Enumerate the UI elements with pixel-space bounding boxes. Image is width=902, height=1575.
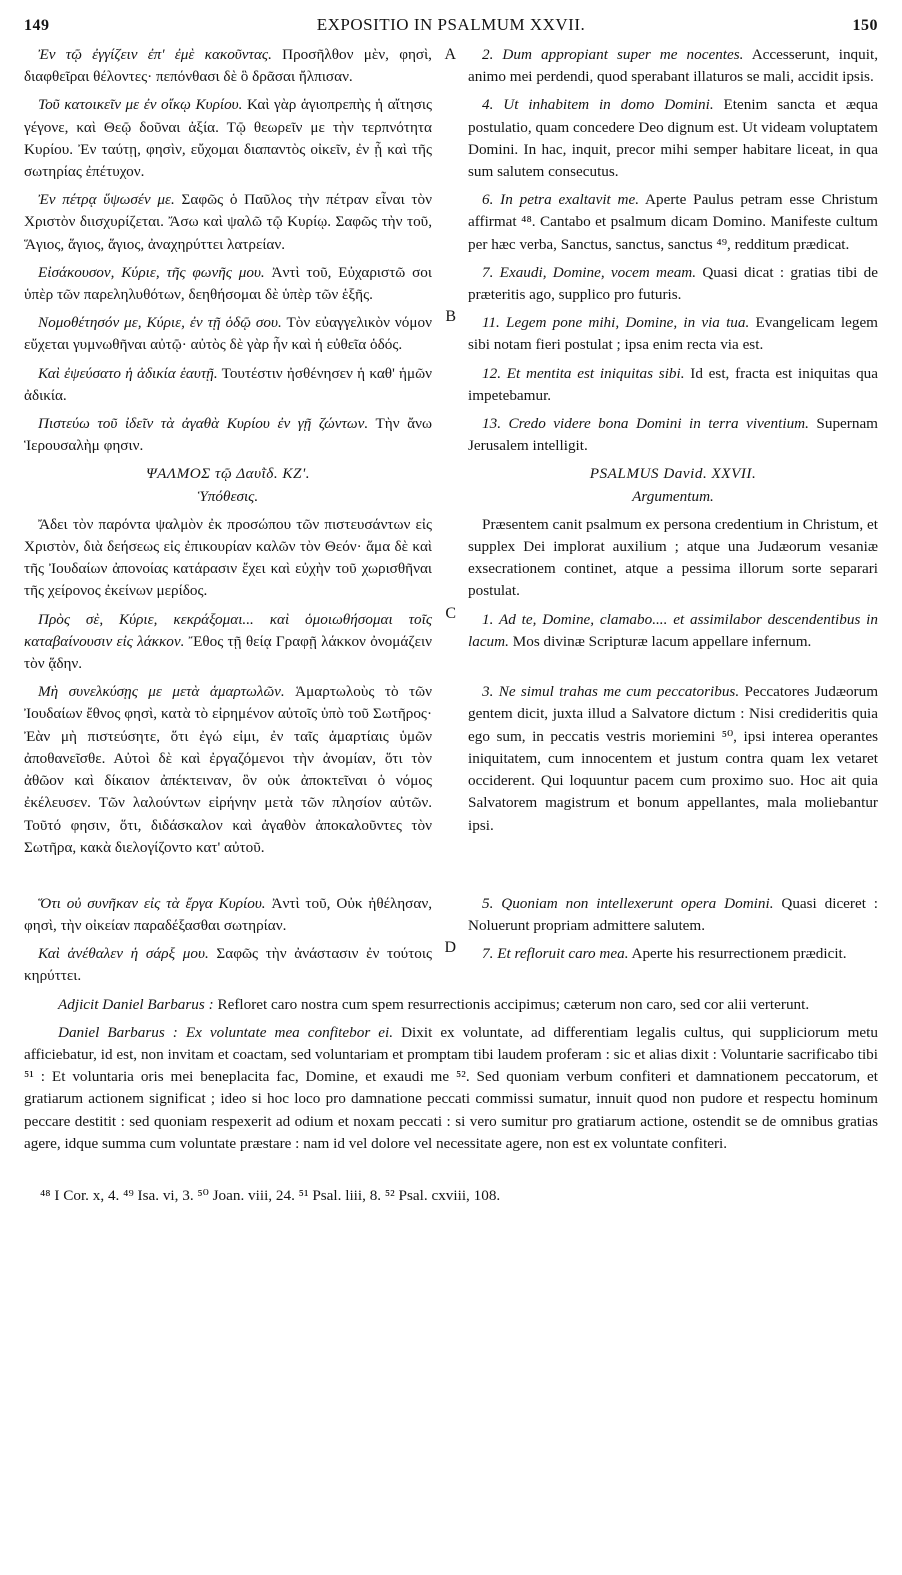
latin-paragraph [466,357,878,407]
latin-paragraph [466,508,878,603]
latin-lemma: 6. In petra exaltavit me. [482,191,640,209]
greek-paragraph [24,887,436,937]
latin-psalm-heading: PSALMUS David. XXVII. [589,465,757,483]
latin-argument-heading: Argumentum. [632,487,714,505]
greek-paragraph [24,407,436,457]
latin-paragraph [466,407,878,457]
greek-commentary-text: Ἁμαρτωλοὺς τὸ τῶν Ἰουδαίων ἔθνος φησὶ, κατὰ τὸ εἰρημένον αὐτοῖς ὑπὸ τοῦ Σωτῆρος· Ἐὰν μὴ πιστεύσητε, ὅτι ἐγώ εἰμι, ἐν ταῖς ἁμαρτίαις ὑμῶν ἀποθανεῖσθε. Αὐτοὶ δὲ καὶ ἐργαζόμενοι τὴν ἀνομίαν, ὅτι τὸν ἀθῶον καὶ δίκαιον ἀπέκτειναν, ὃν οὐκ ἀποκτεῖναι ὁ νόμος ἐκέλευσεν. Τῶν λαλούντων εἰρήνην μετὰ τῶν πλησίον αὐτῶν. Τοῦτό φησιν, ὅτι, διδάσκαλον καὶ ἀγαθὸν ἀποκαλοῦντες τὸν Σωτῆρα, κακὰ διελογίζοντο κατ' αὐτοῦ. [24,683,432,856]
latin-commentary-text: Aperte his resurrectionem prædicit. [628,945,847,963]
greek-commentary-text: Τουτέστιν ἠσθένησεν ἡ καθ' ἡμῶν ἀδικία. [24,364,432,404]
latin-commentary-text: Quasi diceret : Noluerunt propriam admittere salutem. [468,894,879,934]
right-page-number: 150 [852,17,878,34]
two-column-text [24,44,878,988]
latin-commentary-text: Id est, fracta est iniquitas qua impetebamur. [468,364,878,404]
greek-commentary-text: Σαφῶς τὴν ἀνάστασιν ἐν τούτοις κηρύττει. [24,945,433,985]
barbarus-note [24,994,878,1016]
latin-paragraph [466,457,878,507]
barbarus-note [24,1022,878,1155]
greek-commentary-text: Καὶ γὰρ ἁγιοπρεπὴς ἡ αἴτησις γέγονε, καὶ Θεῷ δοῦναι ἀξία. Τῷ θεωρεῖν με τὴν τερπνότητα Κυρίου. Ἐν ταύτῃ, φησὶν, εὔχομαι διαπαντὸς οἰκεῖν, ἐν ᾗ καὶ τῆς σωτηρίας ἐπέτυχον. [24,96,432,181]
latin-lemma: 7. Exaudi, Domine, vocem meam. [482,263,697,281]
greek-commentary-text: Σαφῶς ὁ Παῦλος τὴν πέτραν εἶναι τὸν Χριστὸν διισχυρίζεται. Ἄσω καὶ ψαλῶ τῷ Κυρίῳ. Σαφῶς τὴν τοῦ, Ἅγιος, ἅγιος, ἅγιος, ἀναχηρύττει λατρείαν. [24,191,432,253]
latin-paragraph [466,88,878,183]
greek-argument-heading: Ὑπόθεσις. [197,487,259,505]
greek-commentary-text: Ἄδει τὸν παρόντα ψαλμὸν ἐκ προσώπου τῶν πιστευσάντων εἰς Χριστὸν, διὰ δεήσεως εἰς ἐπικουρίαν καλῶν τὸν Θεόν· ἅμα δὲ καὶ τῆς Ἰουδαίων ἀπονοίας κατάρασιν ἔχει καὶ εὐχὴν τοῦ χωρισθῆναι τῆς χείρονος ἐκείνων μερίδος. [24,515,432,600]
greek-paragraph [24,603,456,676]
latin-commentary-text: Etenim sancta et æqua postulatio, quam concedere Deo dignum est. Ut videam voluptatem Domini. In hac, inquit, precor mihi semper habitare liceat, in qua sum salutem consecutus. [468,96,878,181]
greek-paragraph [24,508,436,603]
greek-lemma: Εἰσάκουσον, Κύριε, τῆς φωνῆς μου. [38,263,265,281]
latin-commentary-text: Supernam Jerusalem intelligit. [468,415,878,455]
latin-lemma: 3. Ne simul trahas me cum peccatoribus. [482,683,740,701]
note-text: Refloret caro nostra cum spem resurrectionis accipimus; cæterum non caro, sed cor alii verterunt. [213,995,810,1013]
latin-lemma: 7. Et refloruit caro mea. [482,945,629,963]
section-marker: D [444,939,456,957]
left-page-number: 149 [24,17,50,34]
greek-paragraph [24,306,456,356]
latin-paragraph [466,675,878,886]
latin-commentary-text: Accesserunt, inquit, animo mei perdendi, quod sperabant illaturos se mali, accidit ipsis. [468,46,878,86]
greek-lemma: Πιστεύω τοῦ ἰδεῖν τὰ ἀγαθὰ Κυρίου ἐν γῇ ζώντων. [38,415,369,433]
running-head [24,14,878,40]
greek-paragraph [24,937,456,987]
section-marker: C [445,604,456,622]
greek-lemma: Νομοθέτησόν με, Κύριε, ἐν τῇ ὁδῷ σου. [38,314,282,332]
greek-paragraph [24,256,436,306]
greek-lemma: Ἐν πέτρᾳ ὕψωσέν με. [38,191,175,209]
greek-lemma: Μὴ συνελκύσῃς με μετὰ ἁμαρτωλῶν. [38,683,285,701]
latin-lemma: 5. Quoniam non intellexerunt opera Domini. [482,894,774,912]
greek-lemma: Καὶ ἀνέθαλεν ἡ σάρξ μου. [38,945,209,963]
note-lead: Adjicit Daniel Barbarus : [58,995,214,1013]
latin-paragraph [466,887,878,937]
latin-lemma: 1. Ad te, Domine, clamabo.... et assimilabor descendentibus in lacum. [468,610,878,650]
greek-commentary-text: Τὴν ἄνω Ἱερουσαλὴμ φησιν. [24,415,432,455]
latin-paragraph [466,306,878,356]
greek-lemma: Ἐν τῷ ἐγγίζειν ἐπ' ἐμὲ κακοῦντας. [38,46,272,63]
greek-lemma: Τοῦ κατοικεῖν με ἐν οἴκῳ Κυρίου. [38,96,243,114]
greek-commentary-text: Ἀντὶ τοῦ, Εὐχαριστῶ σοι ὑπὲρ τῶν παρεληλυθότων, δεηθήσομαι δὲ ὑπὲρ τῶν ἑξῆς. [24,263,432,304]
greek-paragraph [24,88,436,183]
latin-paragraph [466,44,878,88]
section-marker: A [444,46,456,63]
greek-psalm-heading: ΨΑΛΜΟΣ τῷ Δαυῒδ. ΚΖ'. [145,465,311,483]
latin-lemma: 2. Dum appropiant super me nocentes. [482,46,744,63]
latin-commentary-text: Quasi dicat : gratias tibi de præteritis ago, supplico pro futuris. [468,263,878,304]
latin-paragraph [466,256,878,306]
latin-commentary-text: Mos divinæ Scripturæ lacum appellare infernum. [508,632,812,650]
greek-paragraph [24,44,456,88]
greek-lemma: Πρὸς σὲ, Κύριε, κεκράξομαι... καὶ ὁμοιωθήσομαι τοῖς καταβαίνουσιν εἰς λάκκον. [24,610,432,650]
latin-commentary-text: Evangelicam legem sibi notam fieri postulat ; ipsa enim recta via est. [468,314,878,354]
greek-commentary-text: Ἀντὶ τοῦ, Οὐκ ἠθέλησαν, φησὶ, τὴν οἰκείαν παραδέξασθαι σωτηρίαν. [24,894,432,934]
greek-lemma: Ὅτι οὐ συνῆκαν εἰς τὰ ἔργα Κυρίου. [38,894,266,912]
full-width-commentary [24,994,878,1155]
greek-commentary-text: Ἔθος τῇ θείᾳ Γραφῇ λάκκον ὀνομάζειν τὸν ᾅδην. [24,632,432,673]
latin-lemma: 13. Credo videre bona Domini in terra viventium. [482,415,809,433]
greek-paragraph [24,357,436,407]
latin-paragraph [466,183,878,256]
latin-lemma: 4. Ut inhabitem in domo Domini. [482,96,714,114]
footnotes: ⁴⁸ I Cor. x, 4. ⁴⁹ Isa. vi, 3. ⁵⁰ Joan. viii, 24. ⁵¹ Psal. liii, 8. ⁵² Psal. cxviii, 108. [40,1186,501,1204]
greek-paragraph [24,675,436,886]
latin-commentary-text: Præsentem canit psalmum ex persona credentium in Christum, et supplex Dei implorat auxilium ; atque una Judæorum vesaniæ exsecrationem continet, atque a pessima illorum sorte separari postulat. [468,515,878,600]
running-title: EXPOSITIO IN PSALMUM XXVII. [316,15,586,34]
note-text: Dixit ex voluntate, ad differentiam legalis cultus, qui suppliciorum metu afficiebatur, id est, non invitam et coactam, sed voluntariam et promptam tibi laudem proferam : sic et alias dixit : Voluntarie sacrificabo tibi ⁵¹ : Et voluntaria oris mei beneplacita fac, Domine, et exaudi me ⁵². Sed quoniam verbum confiteri et damnationem peccatorum, et gratiarum actionem significat ; ideo si hoc loco pro damnatione peccati commissi sumatur, innuit quod non pudore et respectu hominum peccare destitit : sed quoniam respexerit ad odium et noxam peccati : si vero sumitur pro gratiarum actione, ostendit se de omnibus gratias agere, idque summa cum voluntate præstare : nam id vel dolore vel necessitate agere, non est ex voluntate confiteri. [24,1023,878,1152]
latin-commentary-text: Aperte Paulus petram esse Christum affirmat ⁴⁸. Cantabo et psalmum dicam Domino. Manifeste cultum per hæc verba, Sanctus, sanctus, sanctus ⁴⁹, redditum prædicat. [468,191,878,253]
latin-lemma: 11. Legem pone mihi, Domine, in via tua. [482,314,750,332]
greek-paragraph [24,183,436,256]
greek-paragraph [24,457,436,507]
latin-paragraph [466,937,878,987]
latin-commentary-text: Peccatores Judæorum gentem dicit, juxta illud a Salvatore dictum : Nisi credideritis quia ego sum, in peccatis vestris moriemini ⁵⁰, ipsi interea operantes iniquitatem, cum innocentem et justum contra quam lex vetaret occiderent. Qui loquuntur pacem cum proximo suo. Hoc ait quia Salvatorem magistrum et bonum appellantes, mala moliebantur ipsi. [468,683,879,834]
note-lead: Daniel Barbarus : Ex voluntate mea confitebor ei. [58,1023,394,1041]
greek-commentary-text: Προσῆλθον μὲν, φησὶ, διαφθεῖραι θέλοντες· πεπόνθασι δὲ ὃ δρᾶσαι ἤλπισαν. [24,46,432,86]
greek-commentary-text: Τὸν εὐαγγελικὸν νόμον εὔχεται γυμνωθῆναι αὐτῷ· αὐτὸς δὲ γὰρ ἦν καὶ ἡ εὐθεῖα ὁδός. [24,314,432,354]
greek-lemma: Καὶ ἐψεύσατο ἡ ἀδικία ἑαυτῇ. [38,364,218,382]
section-marker: B [445,308,456,326]
latin-lemma: 12. Et mentita est iniquitas sibi. [482,364,685,382]
latin-paragraph [466,603,878,676]
